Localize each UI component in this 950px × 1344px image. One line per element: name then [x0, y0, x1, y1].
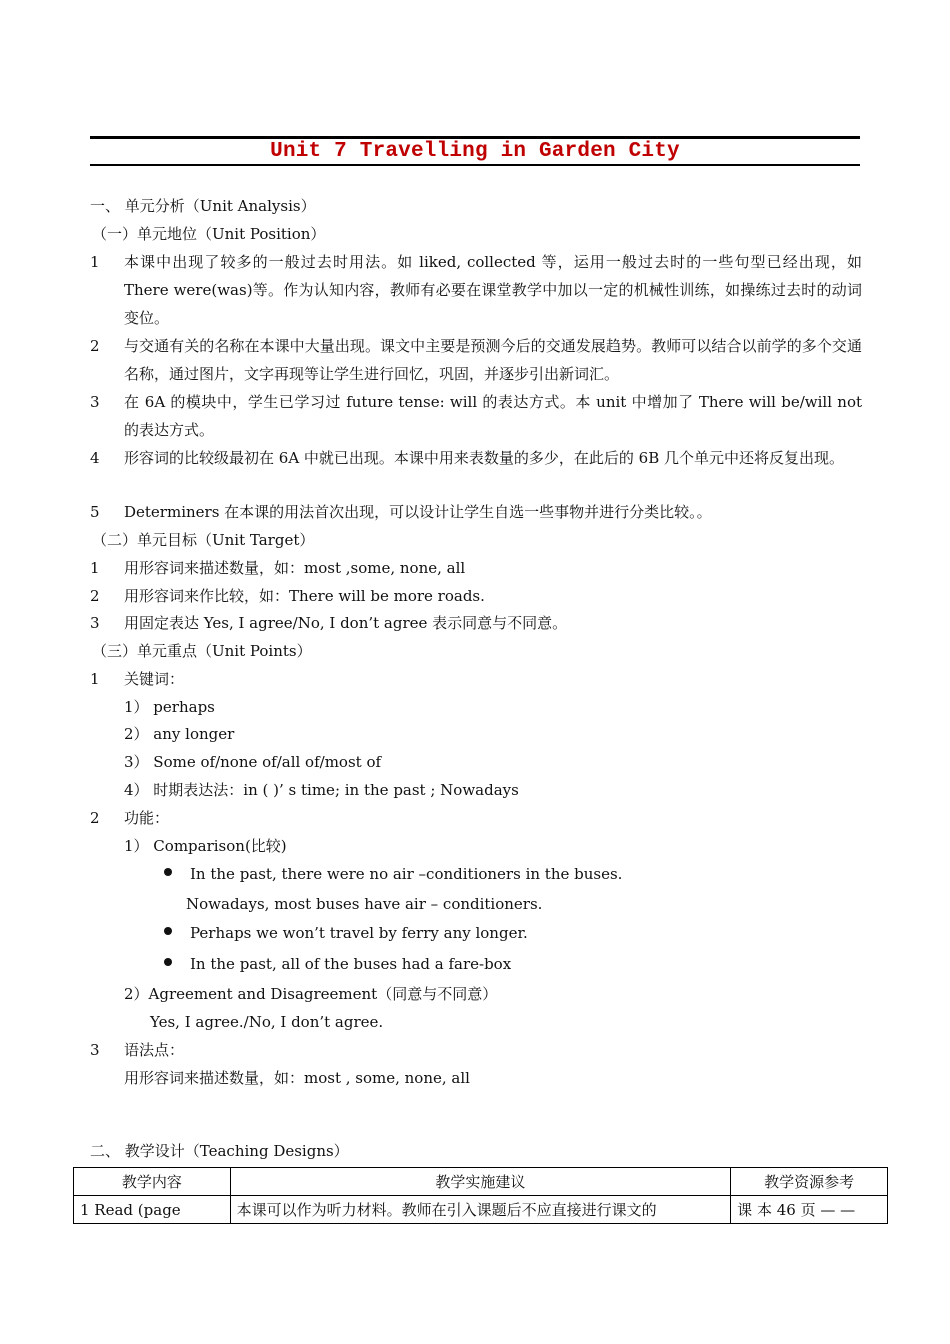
bullet-icon	[164, 958, 172, 966]
section2-heading: 二、 教学设计（Teaching Designs）	[90, 1142, 349, 1160]
bullet-icon	[164, 927, 172, 935]
table-cell: 1 Read (page	[74, 1196, 231, 1224]
table-cell: 课 本 46 页 — —	[731, 1196, 888, 1224]
position-item-5-num: 5	[90, 503, 100, 521]
title-top-rule	[90, 136, 860, 139]
keywords-num: 1	[90, 670, 100, 688]
target-item-1-num: 1	[90, 559, 100, 577]
comparison-bullet-1-continuation: Nowadays, most buses have air – conditioners.	[186, 895, 543, 913]
grammar-num: 3	[90, 1041, 100, 1059]
document-title: Unit 7 Travelling in Garden City	[270, 140, 680, 163]
title-bottom-rule	[90, 164, 860, 166]
target-item-1-text: 用形容词来描述数量，如：most ,some, none, all	[124, 559, 466, 577]
unit-position-heading: （一）单元地位（Unit Position）	[92, 225, 326, 243]
target-item-3-num: 3	[90, 614, 100, 632]
target-item-2-text: 用形容词来作比较，如：There will be more roads.	[124, 587, 485, 605]
position-item-4-text: 形容词的比较级最初在 6A 中就已出现。本课中用来表数量的多少，在此后的 6B 几个单元中还将反复出现。	[124, 449, 845, 467]
target-item-2-num: 2	[90, 587, 100, 605]
table-cell: 本课可以作为听力材料。教师在引入课题后不应直接进行课文的	[230, 1196, 731, 1224]
functions-num: 2	[90, 809, 100, 827]
position-item-3-text: 在 6A 的模块中，学生已学习过 future tense: will 的表达方式。本 unit 中增加了 There will be/will not 的表达方式。	[124, 393, 862, 439]
grammar-text: 用形容词来描述数量，如：most , some, none, all	[124, 1069, 470, 1087]
table-header-cell: 教学资源参考	[731, 1168, 888, 1196]
section1-heading: 一、 单元分析（Unit Analysis）	[90, 197, 316, 215]
position-item-1-text: 本课中出现了较多的一般过去时用法。如 liked, collected 等，运用一般过去时的一些句型已经出现，如 There were(was)等。作为认知内容，教师有必要在课堂教学中加以一定的机械性训练，如操练过去时的动词变位。	[124, 253, 862, 327]
position-item-4-num: 4	[90, 449, 100, 467]
agreement-example: Yes, I agree./No, I don’t agree.	[150, 1013, 384, 1031]
teaching-design-table	[73, 1167, 888, 1224]
position-item-2-num: 2	[90, 337, 100, 355]
table-header-cell: 教学实施建议	[230, 1168, 731, 1196]
keywords-label: 关键词：	[124, 670, 185, 688]
target-item-3-text: 用固定表达 Yes, I agree/No, I don’t agree 表示同意与不同意。	[124, 614, 568, 632]
comparison-label: 1） Comparison(比较)	[124, 837, 287, 855]
keyword-item-1: 1） perhaps	[124, 698, 215, 716]
comparison-bullet-3: In the past, all of the buses had a fare-box	[190, 955, 512, 973]
position-item-2-text: 与交通有关的名称在本课中大量出现。课文中主要是预测今后的交通发展趋势。教师可以结合以前学的多个交通名称，通过图片，文字再现等让学生进行回忆，巩固，并逐步引出新词汇。	[124, 337, 862, 383]
position-item-3-num: 3	[90, 393, 100, 411]
unit-target-heading: （二）单元目标（Unit Target）	[92, 531, 315, 549]
position-item-5-text: Determiners 在本课的用法首次出现，可以设计让学生自选一些事物并进行分类比较。。	[124, 503, 712, 521]
functions-label: 功能：	[124, 809, 170, 827]
keyword-item-4: 4） 时期表达法：in ( )’ s time; in the past ; Nowadays	[124, 781, 519, 799]
grammar-label: 语法点：	[124, 1041, 185, 1059]
comparison-bullet-2: Perhaps we won’t travel by ferry any longer.	[190, 924, 528, 942]
position-item-1-num: 1	[90, 253, 100, 271]
table-header-cell: 教学内容	[74, 1168, 231, 1196]
keyword-item-2: 2） any longer	[124, 725, 235, 743]
agreement-label: 2）Agreement and Disagreement（同意与不同意）	[124, 985, 498, 1003]
table-header-row	[74, 1168, 888, 1196]
bullet-icon	[164, 868, 172, 876]
unit-points-heading: （三）单元重点（Unit Points）	[92, 642, 312, 660]
comparison-bullet-1: In the past, there were no air –conditioners in the buses.	[190, 865, 623, 883]
keyword-item-3: 3） Some of/none of/all of/most of	[124, 753, 382, 771]
table-row	[74, 1196, 888, 1224]
